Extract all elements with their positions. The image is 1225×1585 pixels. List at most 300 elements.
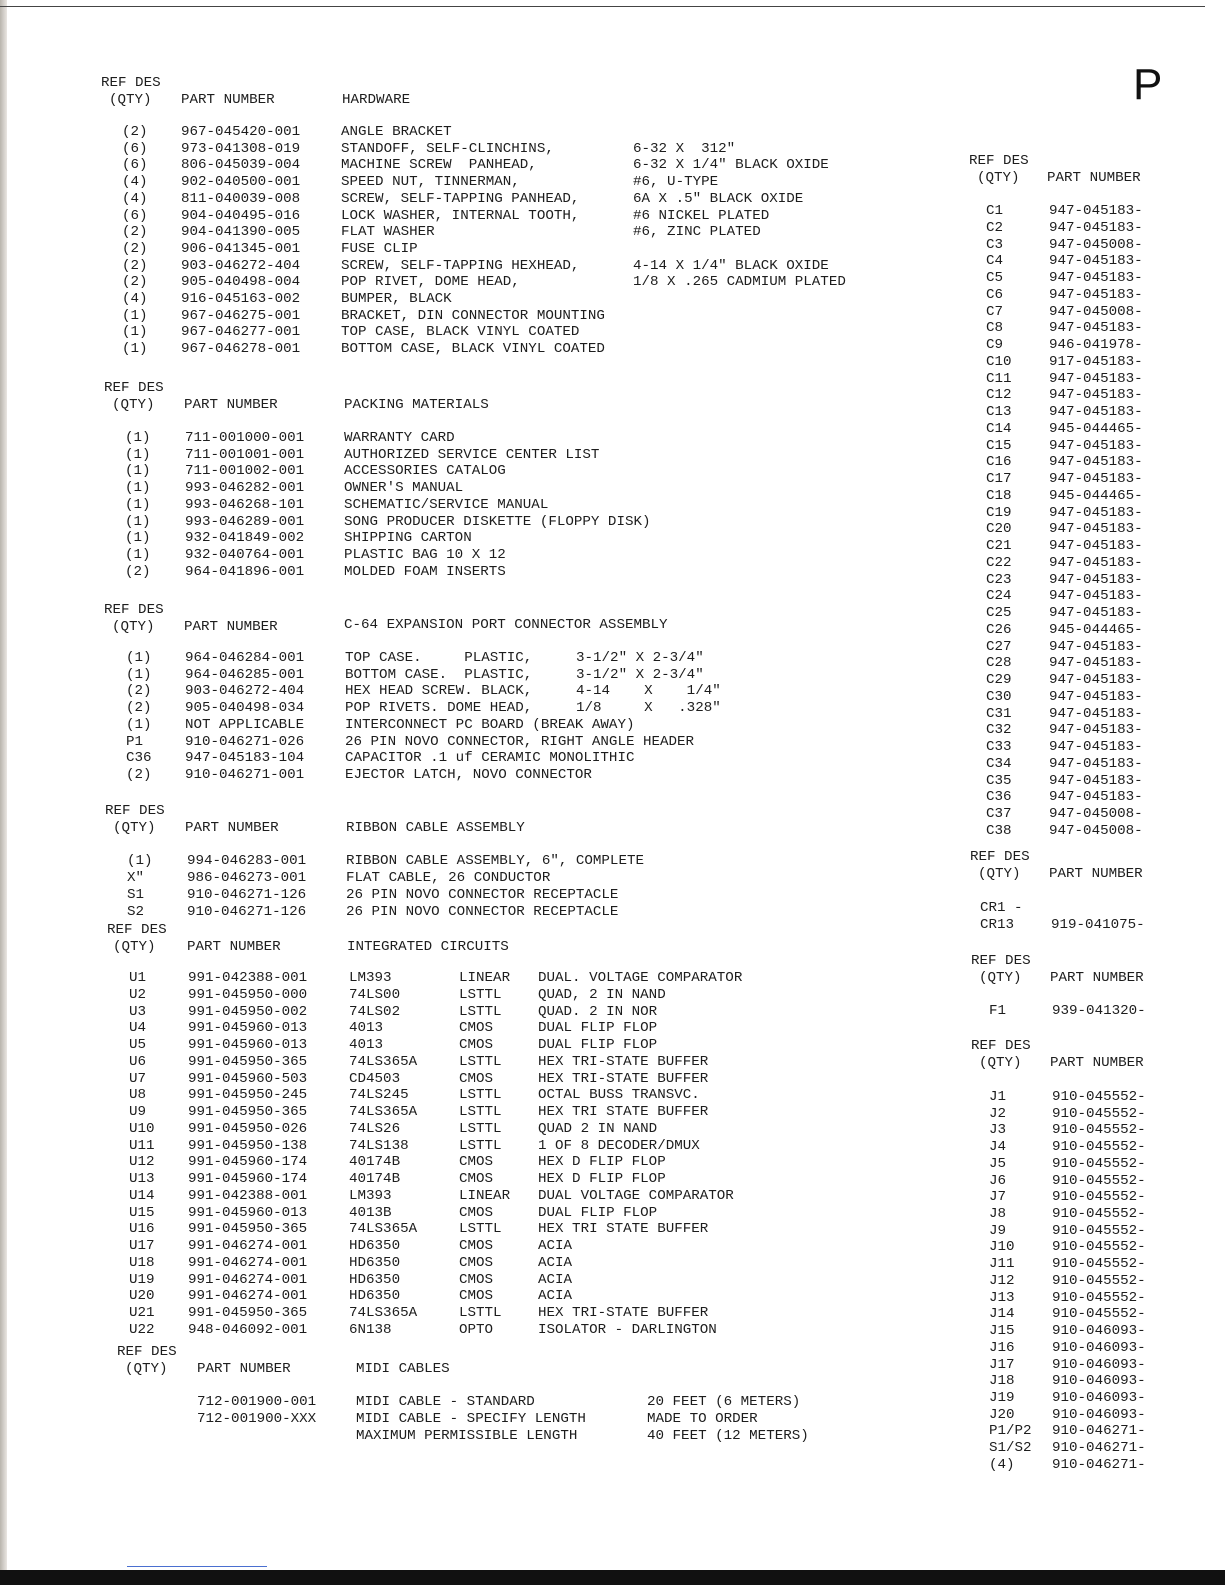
item-part: 947-045008- [1049, 822, 1143, 839]
item-ref: U14 [129, 1187, 155, 1204]
diodes-part-number-label: PART NUMBER [1049, 866, 1143, 882]
item-ref: C34 [986, 755, 1012, 772]
item-spec: 1/8 X .265 CADMIUM PLATED [633, 274, 846, 291]
item-ref: C33 [986, 739, 1012, 755]
item-part: 947-045183- [1049, 471, 1143, 487]
item-part: 947-045183- [1049, 638, 1143, 655]
item-part: 994-046283-001 [187, 853, 307, 869]
ribbon-ref-des-label: REF DES [105, 803, 165, 819]
item-part: 947-045183- [1049, 219, 1143, 236]
item-part: 967-046277-001 [181, 324, 301, 341]
item-ref: CR1 - [980, 900, 1023, 916]
item-part: 947-045183- [1049, 404, 1143, 420]
item-desc: 26 PIN NOVO CONNECTOR RECEPTACLE [346, 903, 619, 920]
item-desc: POP RIVETS. DOME HEAD, [345, 700, 533, 717]
item-part: 910-046093- [1052, 1389, 1146, 1406]
item-qty: (6) [122, 157, 148, 174]
item-part: 910-045552- [1052, 1155, 1146, 1172]
item-part: 903-046272-404 [185, 683, 305, 700]
item-part: 903-046272-404 [181, 257, 301, 274]
item-ref: J15 [989, 1323, 1015, 1340]
item-qty: C36 [126, 750, 152, 767]
item-desc: TOP CASE, BLACK VINYL COATED [341, 324, 580, 341]
item-chip: HD6350 [349, 1271, 401, 1288]
item-desc: BUMPER, BLACK [341, 291, 452, 307]
item-chip: LM393 [349, 970, 392, 986]
item-part: 946-041978- [1049, 337, 1143, 353]
item-desc: MIDI CABLE - SPECIFY LENGTH [356, 1410, 586, 1427]
item-spec: 3-1/2" X 2-3/4" [576, 666, 704, 683]
item-part: 991-045960-013 [188, 1204, 308, 1221]
item-spec: 20 FEET (6 METERS) [647, 1394, 801, 1410]
connectors-part-number-label: PART NUMBER [1050, 1055, 1144, 1071]
item-ref: J3 [989, 1122, 1007, 1139]
item-ref: C37 [986, 806, 1012, 822]
item-ref: U12 [129, 1154, 155, 1171]
ics-ref-des-label: REF DES [107, 922, 167, 938]
item-part: 947-045183- [1049, 672, 1143, 688]
expansion-qty-label: (QTY) [112, 619, 155, 635]
item-desc: MAXIMUM PERMISSIBLE LENGTH [356, 1427, 578, 1444]
item-desc: HEX D FLIP FLOP [538, 1171, 666, 1187]
item-desc: DUAL. VOLTAGE COMPARATOR [538, 970, 743, 986]
item-part: 945-044465- [1049, 487, 1143, 504]
item-part: 947-045183- [1049, 688, 1143, 705]
midi-part-number-label: PART NUMBER [197, 1361, 291, 1377]
item-chip: 74LS245 [349, 1087, 409, 1104]
item-spec: 40 FEET (12 METERS) [647, 1427, 809, 1444]
item-part: 964-046285-001 [185, 666, 305, 683]
item-qty: (1) [122, 341, 148, 358]
item-qty: (1) [125, 480, 151, 497]
item-desc: QUAD, 2 IN NAND [538, 986, 666, 1003]
item-family: CMOS [459, 1171, 494, 1187]
item-part: 947-045183- [1049, 739, 1143, 755]
item-part: 991-046274-001 [188, 1254, 308, 1271]
item-desc: OWNER'S MANUAL [344, 480, 464, 497]
item-part: 991-045960-013 [188, 1037, 308, 1053]
item-family: LSTTL [459, 1087, 502, 1104]
item-spec: 6-32 X 312" [633, 140, 736, 157]
item-qty: (1) [125, 463, 151, 480]
item-desc: DUAL FLIP FLOP [538, 1037, 658, 1053]
item-part: 991-045960-503 [188, 1070, 308, 1087]
item-part: 712-001900-001 [197, 1394, 317, 1410]
item-family: CMOS [459, 1271, 494, 1288]
item-part: 919-041075- [1051, 916, 1145, 933]
item-family: LSTTL [459, 986, 502, 1003]
item-part: 991-045950-002 [188, 1003, 308, 1020]
item-ref: C30 [986, 688, 1012, 705]
item-desc: QUAD. 2 IN NOR [538, 1003, 658, 1020]
item-desc: BOTTOM CASE. PLASTIC, [345, 666, 533, 683]
item-ref: C8 [986, 320, 1004, 337]
corner-page-letter: P [1133, 60, 1163, 109]
item-part: 993-046282-001 [185, 480, 305, 497]
item-part: 945-044465- [1049, 621, 1143, 638]
item-part: 910-046271- [1052, 1423, 1146, 1440]
item-ref: C9 [986, 337, 1004, 353]
item-ref: C1 [986, 203, 1004, 219]
item-ref: J9 [989, 1222, 1007, 1239]
item-desc: DUAL FLIP FLOP [538, 1204, 658, 1221]
item-desc: DUAL VOLTAGE COMPARATOR [538, 1187, 734, 1204]
item-part: 947-045183- [1049, 370, 1143, 387]
item-part: 947-045183- [1049, 437, 1143, 454]
item-ref: J1 [989, 1089, 1007, 1105]
item-part: 910-046093- [1052, 1339, 1146, 1356]
item-desc: 26 PIN NOVO CONNECTOR RECEPTACLE [346, 886, 619, 903]
item-ref: C23 [986, 571, 1012, 588]
item-spec: 1/8 X .328" [576, 700, 721, 717]
item-desc: SCREW, SELF-TAPPING PANHEAD, [341, 190, 580, 207]
item-part: 967-045420-001 [181, 124, 301, 140]
item-ref: F1 [989, 1003, 1007, 1019]
item-part: 910-046271-126 [187, 886, 307, 903]
item-chip: 74LS26 [349, 1120, 401, 1137]
item-ref: J17 [989, 1356, 1015, 1373]
item-ref: C17 [986, 471, 1012, 487]
item-part: 991-042388-001 [188, 970, 308, 986]
item-spec: MADE TO ORDER [647, 1410, 758, 1427]
item-qty: (1) [126, 650, 152, 666]
item-chip: CD4503 [349, 1070, 401, 1087]
item-qty: (1) [125, 546, 151, 563]
item-part: 991-046274-001 [188, 1288, 308, 1305]
item-ref: C35 [986, 772, 1012, 789]
item-part: 947-045183- [1049, 554, 1143, 571]
item-desc: 1 OF 8 DECODER/DMUX [538, 1137, 700, 1154]
item-family: LINEAR [459, 1187, 511, 1204]
scan-edge-left [0, 0, 7, 1585]
item-ref: (4) [989, 1456, 1015, 1473]
item-qty: S2 [127, 903, 145, 920]
item-ref: C31 [986, 705, 1012, 722]
item-qty: (1) [126, 716, 152, 733]
item-ref: U16 [129, 1221, 155, 1238]
item-part: 910-046271- [1052, 1440, 1146, 1457]
item-ref: U15 [129, 1204, 155, 1221]
item-part: 910-045552- [1052, 1306, 1146, 1323]
item-part: 910-046271-126 [187, 903, 307, 920]
item-part: 910-046093- [1052, 1406, 1146, 1423]
item-part: 991-046274-001 [188, 1238, 308, 1254]
item-ref: U13 [129, 1171, 155, 1187]
item-qty: (1) [126, 666, 152, 683]
caps-qty-label: (QTY) [977, 170, 1020, 186]
item-ref: U3 [129, 1003, 147, 1020]
item-part: 947-045183-104 [185, 750, 305, 767]
item-desc: ISOLATOR - DARLINGTON [538, 1321, 717, 1338]
item-qty: (2) [122, 240, 148, 257]
item-desc: LOCK WASHER, INTERNAL TOOTH, [341, 207, 580, 224]
item-ref: C27 [986, 638, 1012, 655]
item-family: CMOS [459, 1204, 494, 1221]
item-part: 947-045183- [1049, 605, 1143, 621]
item-family: LSTTL [459, 1120, 502, 1137]
scan-edge-top [0, 6, 1205, 7]
scan-underline-fragment [127, 1566, 267, 1567]
item-ref: J20 [989, 1406, 1015, 1423]
item-part: 991-045950-245 [188, 1087, 308, 1104]
item-part: 906-041345-001 [181, 240, 301, 257]
item-ref: C26 [986, 621, 1012, 638]
item-desc: BOTTOM CASE, BLACK VINYL COATED [341, 341, 605, 358]
item-part: 947-045183- [1049, 772, 1143, 789]
item-part: 991-045950-026 [188, 1120, 308, 1137]
item-family: CMOS [459, 1238, 494, 1254]
item-desc: DUAL FLIP FLOP [538, 1020, 658, 1037]
item-desc: CAPACITOR .1 uf CERAMIC MONOLITHIC [345, 750, 635, 767]
item-part: 910-045552- [1052, 1105, 1146, 1122]
item-part: 947-045183- [1049, 755, 1143, 772]
item-ref: J19 [989, 1389, 1015, 1406]
item-part: 910-045552- [1052, 1222, 1146, 1239]
item-desc: SHIPPING CARTON [344, 530, 472, 547]
item-part: 948-046092-001 [188, 1321, 308, 1338]
midi-qty-label: (QTY) [125, 1361, 168, 1377]
item-desc: STANDOFF, SELF-CLINCHINS, [341, 140, 554, 157]
item-part: 991-042388-001 [188, 1187, 308, 1204]
item-qty: (1) [125, 446, 151, 463]
item-ref: C36 [986, 789, 1012, 806]
item-part: 711-001002-001 [185, 463, 305, 480]
item-desc: FLAT CABLE, 26 CONDUCTOR [346, 869, 551, 886]
item-part: 947-045183- [1049, 286, 1143, 303]
item-part: 910-045552- [1052, 1206, 1146, 1223]
item-part: 947-045008- [1049, 806, 1143, 822]
item-ref: C12 [986, 387, 1012, 404]
item-chip: 40174B [349, 1154, 401, 1171]
expansion-ref-des-label: REF DES [104, 602, 164, 618]
item-ref: U2 [129, 986, 147, 1003]
item-ref: J4 [989, 1139, 1007, 1156]
item-ref: C5 [986, 270, 1004, 286]
item-desc: MOLDED FOAM INSERTS [344, 563, 506, 580]
item-part: 947-045183- [1049, 705, 1143, 722]
item-chip: 4013B [349, 1204, 392, 1221]
item-part: 910-046271- [1052, 1456, 1146, 1473]
item-desc: MIDI CABLE - STANDARD [356, 1394, 535, 1410]
item-part: 910-045552- [1052, 1172, 1146, 1189]
item-ref: J6 [989, 1172, 1007, 1189]
item-spec: #6 NICKEL PLATED [633, 207, 770, 224]
packing-part-number-label: PART NUMBER [184, 397, 278, 413]
item-part: 991-045950-365 [188, 1053, 308, 1070]
item-desc: TOP CASE. PLASTIC, [345, 650, 533, 666]
item-ref: CR13 [980, 916, 1015, 933]
item-ref: J13 [989, 1289, 1015, 1306]
item-part: 947-045183- [1049, 253, 1143, 270]
item-family: CMOS [459, 1070, 494, 1087]
packing-section-title: PACKING MATERIALS [344, 397, 489, 413]
item-ref: P1/P2 [989, 1423, 1032, 1440]
item-qty: (1) [125, 496, 151, 513]
item-part: NOT APPLICABLE [185, 716, 305, 733]
item-part: 991-045950-365 [188, 1305, 308, 1321]
item-ref: C19 [986, 504, 1012, 521]
item-desc: RIBBON CABLE ASSEMBLY, 6", COMPLETE [346, 853, 644, 869]
item-ref: U18 [129, 1254, 155, 1271]
item-qty: (1) [127, 853, 153, 869]
item-desc: PLASTIC BAG 10 X 12 [344, 546, 506, 563]
item-ref: J2 [989, 1105, 1007, 1122]
connectors-ref-des-label: REF DES [971, 1038, 1031, 1054]
item-desc: ACIA [538, 1271, 573, 1288]
item-part: 910-046271-001 [185, 766, 305, 783]
item-ref: J14 [989, 1306, 1015, 1323]
item-ref: U4 [129, 1020, 147, 1037]
item-qty: X" [127, 869, 145, 886]
item-part: 910-045552- [1052, 1089, 1146, 1105]
item-ref: J5 [989, 1155, 1007, 1172]
item-part: 904-041390-005 [181, 224, 301, 241]
item-part: 910-046093- [1052, 1356, 1146, 1373]
item-part: 947-045008- [1049, 236, 1143, 253]
item-ref: J8 [989, 1206, 1007, 1223]
diodes-ref-des-label: REF DES [970, 849, 1030, 865]
item-ref: U21 [129, 1305, 155, 1321]
item-part: 964-046284-001 [185, 650, 305, 666]
item-ref: C38 [986, 822, 1012, 839]
item-part: 910-046093- [1052, 1373, 1146, 1390]
item-ref: J11 [989, 1256, 1015, 1273]
item-chip: 74LS02 [349, 1003, 401, 1020]
item-ref: U10 [129, 1120, 155, 1137]
item-chip: 40174B [349, 1171, 401, 1187]
item-ref: C7 [986, 303, 1004, 320]
item-part: 964-041896-001 [185, 563, 305, 580]
item-part: 947-045183- [1049, 387, 1143, 404]
item-part: 986-046273-001 [187, 869, 307, 886]
midi-section-title: MIDI CABLES [356, 1361, 450, 1377]
item-part: 905-040498-034 [185, 700, 305, 717]
item-part: 947-045183- [1049, 789, 1143, 806]
item-part: 902-040500-001 [181, 174, 301, 191]
item-qty: (2) [122, 274, 148, 291]
item-part: 910-045552- [1052, 1239, 1146, 1256]
item-desc: SCHEMATIC/SERVICE MANUAL [344, 496, 549, 513]
item-chip: 74LS138 [349, 1137, 409, 1154]
item-qty: (1) [125, 513, 151, 530]
item-part: 947-045183- [1049, 504, 1143, 521]
item-desc: HEX TRI-STATE BUFFER [538, 1305, 709, 1321]
item-ref: U8 [129, 1087, 147, 1104]
item-chip: HD6350 [349, 1288, 401, 1305]
item-desc: EJECTOR LATCH, NOVO CONNECTOR [345, 766, 592, 783]
item-chip: 6N138 [349, 1321, 392, 1338]
item-part: 991-045950-138 [188, 1137, 308, 1154]
item-ref: C29 [986, 672, 1012, 688]
item-desc: FUSE CLIP [341, 240, 418, 257]
item-ref: C11 [986, 370, 1012, 387]
item-ref: U5 [129, 1037, 147, 1053]
item-desc: HEX TRI STATE BUFFER [538, 1221, 709, 1238]
item-spec: 3-1/2" X 2-3/4" [576, 650, 704, 666]
ribbon-part-number-label: PART NUMBER [185, 820, 279, 836]
item-ref: C16 [986, 454, 1012, 471]
item-desc: AUTHORIZED SERVICE CENTER LIST [344, 446, 600, 463]
item-desc: ACIA [538, 1288, 573, 1305]
item-qty: (1) [122, 324, 148, 341]
item-desc: POP RIVET, DOME HEAD, [341, 274, 520, 291]
item-part: 910-045552- [1052, 1272, 1146, 1289]
item-family: LSTTL [459, 1221, 502, 1238]
item-desc: ANGLE BRACKET [341, 124, 452, 140]
item-ref: J10 [989, 1239, 1015, 1256]
item-family: CMOS [459, 1020, 494, 1037]
item-desc: ACIA [538, 1254, 573, 1271]
item-part: 811-040039-008 [181, 190, 301, 207]
item-family: LSTTL [459, 1053, 502, 1070]
item-desc: ACCESSORIES CATALOG [344, 463, 506, 480]
item-qty: (4) [122, 190, 148, 207]
item-desc: MACHINE SCREW PANHEAD, [341, 157, 537, 174]
item-ref: U9 [129, 1104, 147, 1120]
item-spec: #6, ZINC PLATED [633, 224, 761, 241]
item-part: 991-045950-000 [188, 986, 308, 1003]
item-ref: C3 [986, 236, 1004, 253]
item-ref: C22 [986, 554, 1012, 571]
item-ref: C28 [986, 655, 1012, 672]
item-part: 945-044465- [1049, 420, 1143, 437]
item-ref: C32 [986, 722, 1012, 739]
item-desc: BRACKET, DIN CONNECTOR MOUNTING [341, 307, 605, 324]
packing-ref-des-label: REF DES [104, 380, 164, 396]
item-part: 917-045183- [1049, 353, 1143, 370]
item-part: 991-046274-001 [188, 1271, 308, 1288]
item-qty: (2) [126, 700, 152, 717]
item-part: 991-045950-365 [188, 1221, 308, 1238]
item-desc: HEX TRI STATE BUFFER [538, 1104, 709, 1120]
item-desc: HEX HEAD SCREW. BLACK, [345, 683, 533, 700]
item-qty: (1) [122, 307, 148, 324]
item-part: 991-045960-174 [188, 1171, 308, 1187]
item-qty: (1) [125, 530, 151, 547]
item-qty: P1 [126, 733, 144, 750]
item-part: 939-041320- [1052, 1003, 1146, 1019]
item-part: 991-045950-365 [188, 1104, 308, 1120]
item-part: 947-045183- [1049, 655, 1143, 672]
item-part: 932-041849-002 [185, 530, 305, 547]
item-desc: QUAD 2 IN NAND [538, 1120, 658, 1137]
item-ref: S1/S2 [989, 1440, 1032, 1457]
fuses-qty-label: (QTY) [979, 970, 1022, 986]
item-desc: HEX TRI-STATE BUFFER [538, 1053, 709, 1070]
item-part: 910-046271-026 [185, 733, 305, 750]
item-family: CMOS [459, 1154, 494, 1171]
item-desc: INTERCONNECT PC BOARD (BREAK AWAY) [345, 716, 635, 733]
item-part: 910-045552- [1052, 1256, 1146, 1273]
item-part: 910-045552- [1052, 1122, 1146, 1139]
item-part: 916-045163-002 [181, 291, 301, 307]
item-desc: ACIA [538, 1238, 573, 1254]
item-chip: 74LS365A [349, 1104, 418, 1120]
fuses-ref-des-label: REF DES [971, 953, 1031, 969]
item-ref: J16 [989, 1339, 1015, 1356]
item-desc: HEX TRI-STATE BUFFER [538, 1070, 709, 1087]
item-ref: C2 [986, 219, 1004, 236]
item-family: LSTTL [459, 1305, 502, 1321]
item-part: 967-046278-001 [181, 341, 301, 358]
item-part: 711-001000-001 [185, 430, 305, 446]
item-part: 947-045183- [1049, 521, 1143, 538]
item-part: 910-046093- [1052, 1323, 1146, 1340]
item-part: 910-045552- [1052, 1189, 1146, 1206]
item-chip: HD6350 [349, 1254, 401, 1271]
item-ref: U6 [129, 1053, 147, 1070]
item-family: LSTTL [459, 1137, 502, 1154]
